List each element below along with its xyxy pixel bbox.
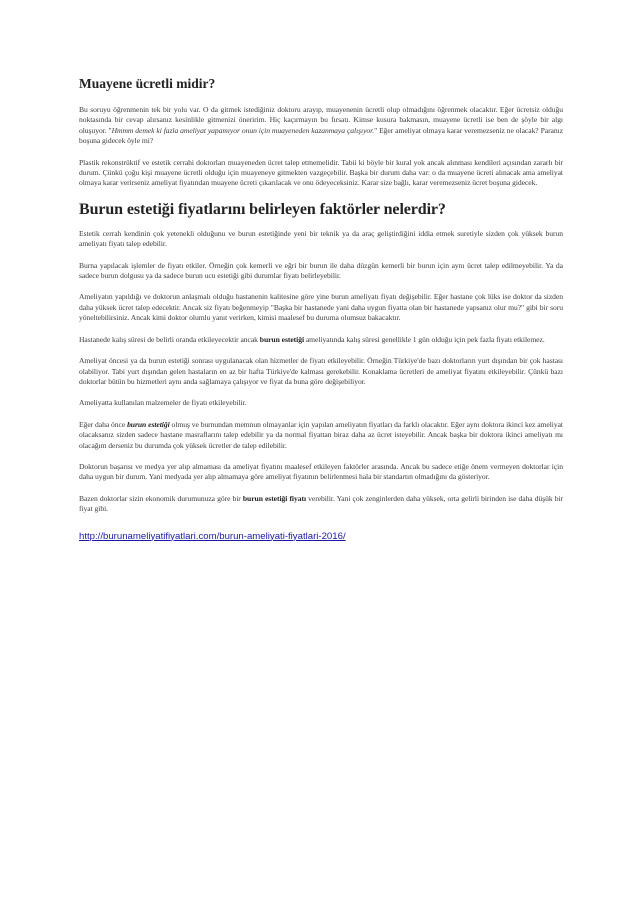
paragraph-faktor-2: Burna yapılacak işlemler de fiyatı etkiler. Örneğin çok kemerli ve eğri bir burun ile daha düzgün kemerli bir burun için aynı ücret talep edilmeyebilir. Ya da sadece burun dolgusu ya da sadece burun ucu estetiği gibi durumlar fiyatı belirleyebilir. [79, 260, 563, 281]
heading-fiyat-faktorleri: Burun estetiği fiyatlarını belirleyen faktörler nelerdir? [79, 200, 446, 218]
paragraph-faktor-1: Estetik cerrah kendinin çok yetenekli olduğunu ve burun estetiğinde yeni bir teknik ya da araç geliştirdiğini iddia etmek suretiyle sizden çok yüksek burun ameliyatı fiyatı talep edebilir. [79, 228, 563, 249]
paragraph-faktor-8: Doktorun başarısı ve medya yer alıp almaması da ameliyat fiyatını maalesef etkileyen faktörler arasında. Ancak bu sadece etiğe önem vermeyen doktorlar için daha uygun bir durum. Yani medyada yer alıp almamaya göre ameliyat fiyatının belirlenmesi hala bir standartın olmadığını da gösteriyor. [79, 461, 563, 482]
text-run: " Eğer ameliyat olmaya karar veremezseniz ne olacak? Paranız boşuna gidecek öyle mi? [79, 125, 563, 146]
bold-italic-term [127, 420, 170, 429]
paragraph-faktor-4 [79, 335, 563, 345]
text-run: verebilir. Yani çok zenginlerden daha yüksek, orta gelirli birinden ise daha düşük bir fiyat gibi. [79, 493, 563, 514]
text-run: Eğer daha önce [79, 419, 128, 429]
text-run: olmuş ve burnundan memnun olmayanlar için yapılan ameliyatın fiyatları da farklı olacaktır. Eğer aynı doktora ikinci kez ameliyat olacaksanız sizden sadece hastane masraflarını talep edebilir ya da normal fiyattan biraz daha az ücret isteyebilir. Ancak başka bir doktora ikinci ameliyatı mı olacağım derseniz bu durumda çok yüksek ücretler de talep edilebilir. [79, 419, 563, 450]
heading-muayene: Muayene ücretli midir? [79, 76, 216, 91]
paragraph-faktor-3: Ameliyatın yapıldığı ve doktorun anlaşmalı olduğu hastanenin kalitesine göre yine burun ameliyatı fiyatı değişebilir. Eğer hastane çok lüks ise doktor da sizden daha yüksek ücret talep edecektir. Ancak siz fiyatı beğenmeyip "Başka bir hastanede yani daha uygun fiyatta olan bir hastanede yapsanız olur mu?" gibi bir soru yöneltebilirsiniz. Ancak kimi doktor olumlu yanıt verirken, kimisi maalesef bu duruma olumsuz bakacaktır. [79, 292, 563, 323]
source-link[interactable]: http://burunameliyatifiyatlari.com/burun-ameliyati-fiyatlari-2016/ [79, 530, 346, 542]
document-page [79, 76, 563, 544]
text-run: Hastanede kalış süresi de belirli oranda etkileyecektir ancak [79, 334, 260, 344]
paragraph-faktor-5: Ameliyat öncesi ya da burun estetiği sonrası uygulanacak olan hizmetler de fiyatı etkileyebilir. Örneğin Türkiye'de bazı doktorların yurt dışından bir çok hastası olabiliyor. Tabi yurt dışından gelen hastaların en az bir hafta Türkiye'de kalması gerekebilir. Konaklama ücretleri de ameliyat fiyatını etkileyebilir. Çünkü bazı doktorlar bütün bu hizmetleri aynı anda sağlamaya çalışıyor ve fiyat da buna göre değişebiliyor. [79, 356, 563, 386]
text-run: Bu soruyu öğrenmenin tek bir yolu var. O da gitmek istediğiniz doktoru arayıp, muayenenin ücretli olup olmadığını öğrenmek olacaktır. Eğer ücretsiz olduğu noktasında bir cevap alırsanız kesinlikle gitmenizi öneririm. Hiç kaçırmayın bu fırsatı. Kimse kusura bakmasın, muayene ücretli ise ben de şöyle bir algı oluşuyor. " [79, 105, 563, 135]
paragraph-faktor-7 [79, 420, 563, 451]
bold-italic-text: burun estetiği [127, 419, 170, 429]
bold-term: burun estetiği [259, 334, 304, 344]
italic-quote: Hmmm demek ki fazla ameliyat yapamıyor onun için muayeneden kazanmaya çalışıyor. [111, 125, 375, 135]
paragraph-muayene-2: Plastik rekonstrüktif ve estetik cerrahi doktorları muayeneden ücret talep etmemelidir. Tabii ki böyle bir kural yok ancak alınması kendileri açısından zararlı bir durum. Çünkü çoğu kişi muayene ücretli olduğu için muayeneye gitmekten vazgeçebilir. Başka bir durum daha var: o da muayene ücreti alınacak ama ameliyat olmaya karar verirseniz ameliyat fiyatından muayene ücreti çıkarılacak ve onu ödeyeceksiniz. Karar size bağlı, karar veremezseniz ücret boşuna gidecek. [79, 157, 563, 188]
text-run: Bazen doktorlar sizin ekonomik durumunuza göre bir [79, 493, 243, 503]
bold-term: burun estetiği fiyatı [242, 493, 307, 503]
text-run: ameliyatında kalış süresi genellikle 1 gün olduğu için pek fazla fiyatı etkilemez. [304, 334, 545, 344]
paragraph-faktor-6: Ameliyatta kullanılan malzemeler de fiyatı etkileyebilir. [79, 398, 247, 408]
paragraph-muayene-1 [79, 105, 563, 147]
paragraph-faktor-9 [79, 494, 563, 515]
